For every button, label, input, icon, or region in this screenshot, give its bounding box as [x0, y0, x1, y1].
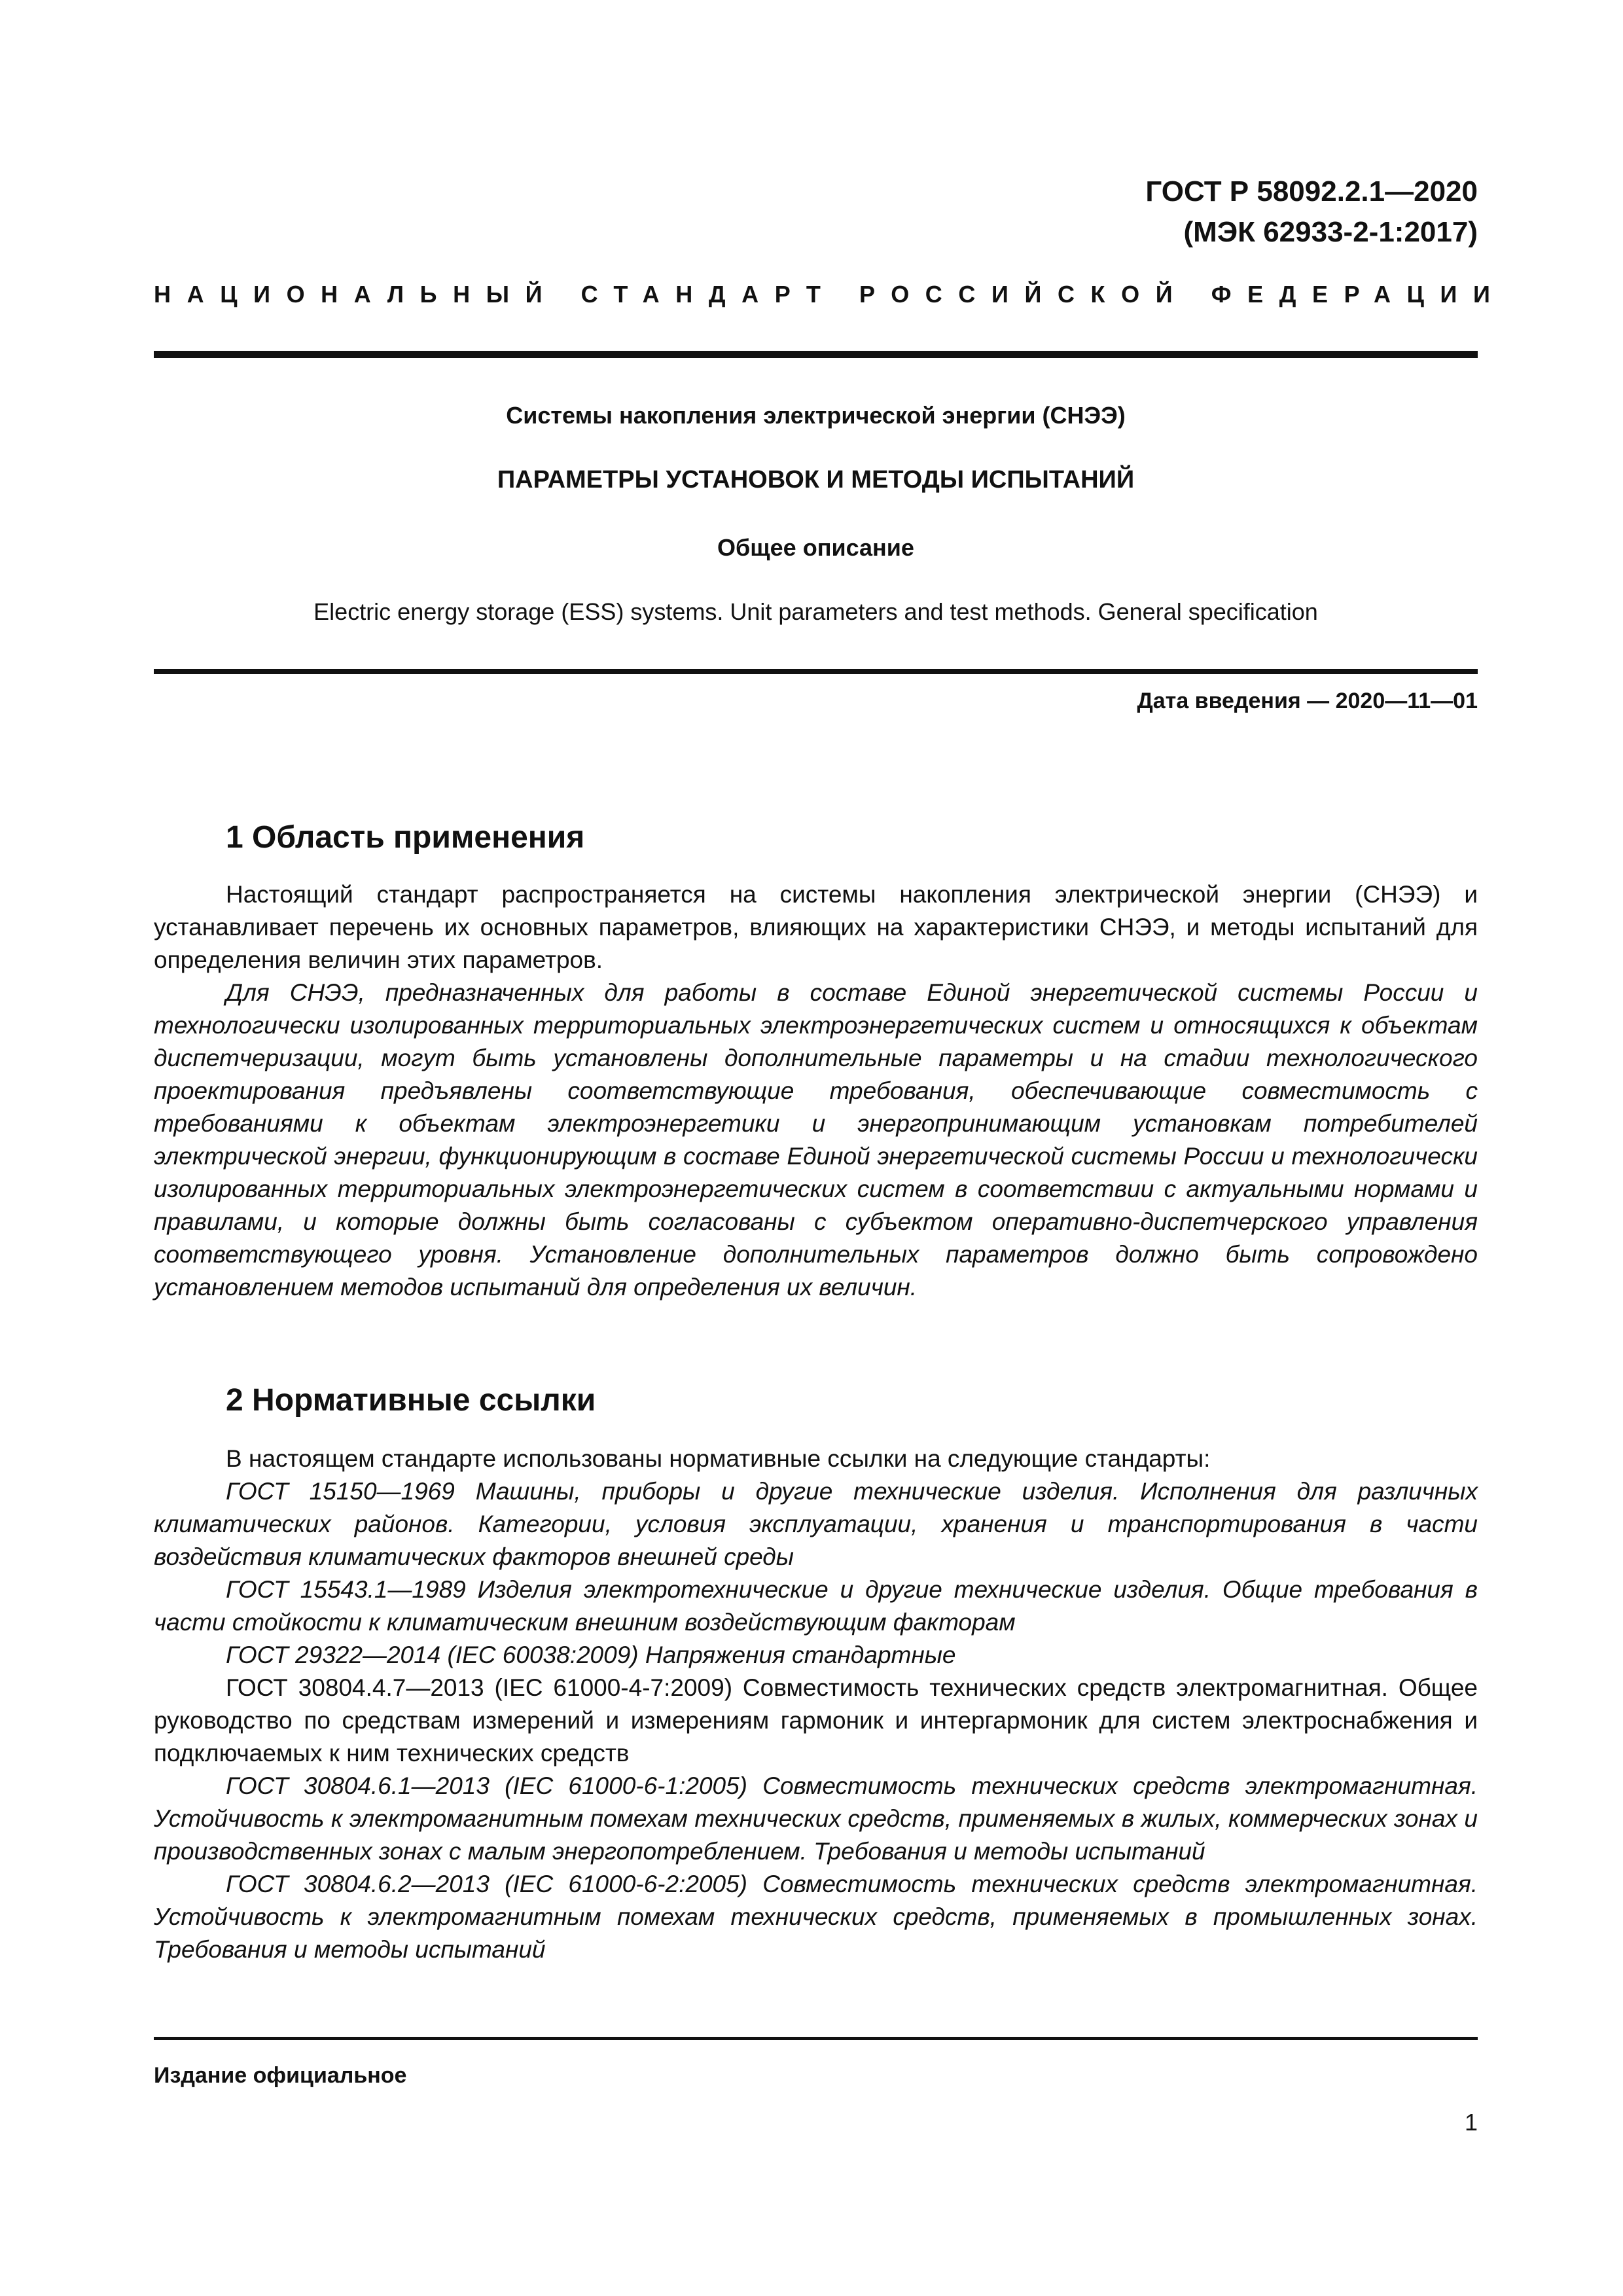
national-standard-label: НАЦИОНАЛЬНЫЙ СТАНДАРТ РОССИЙСКОЙ ФЕДЕРАЦИИ — [154, 281, 1507, 308]
standard-designation-block — [1145, 171, 1478, 253]
normative-reference: ГОСТ 15150—1969 Машины, приборы и другие технические изделия. Исполнения для различных климатических районов. Категории, условия эксплуатации, хранения и транспортирования в части воздействия климатических факторов внешней среды — [154, 1478, 1478, 1570]
header-divider — [154, 351, 1478, 358]
section-1-body — [154, 878, 1478, 1304]
standard-designation: ГОСТ Р 58092.2.1—2020 — [1145, 175, 1478, 207]
title-line-1: Системы накопления электрической энергии (СНЭЭ) — [506, 402, 1126, 429]
english-title: Electric energy storage (ESS) systems. Unit parameters and test methods. General specification — [313, 598, 1318, 625]
section-2-heading: 2 Нормативные ссылки — [226, 1383, 596, 1418]
footer-divider — [154, 2037, 1478, 2040]
normative-reference: ГОСТ 15543.1—1989 Изделия электротехнические и другие технические изделия. Общие требования в части стойкости к климатическим внешним воздействующим факторам — [154, 1576, 1478, 1636]
normative-reference: ГОСТ 30804.6.1—2013 (IEC 61000-6-1:2005) Совместимость технических средств электромагнитная. Устойчивость к электромагнитным помехам технических средств, применяемых в жилых, коммерческих зонах и производственных зонах с малым энергопотреблением. Требования и методы испытаний — [154, 1772, 1478, 1865]
section-2-body — [154, 1443, 1478, 1966]
iec-reference: (МЭК 62933-2-1:2017) — [1183, 216, 1478, 248]
section-2-intro: В настоящем стандарте использованы нормативные ссылки на следующие стандарты: — [226, 1445, 1211, 1472]
title-line-2: ПАРАМЕТРЫ УСТАНОВОК И МЕТОДЫ ИСПЫТАНИЙ — [497, 466, 1135, 493]
normative-reference: ГОСТ 30804.4.7—2013 (IEC 61000-4-7:2009) Совместимость технических средств электромагнитная. Общее руководство по средствам измерений и измерениям гармоник и интергармоник для систем электроснабжения и подключаемых к ним технических средств — [154, 1674, 1478, 1767]
introduction-date: Дата введения — 2020—11—01 — [1137, 689, 1478, 713]
official-edition-label: Издание официальное — [154, 2063, 407, 2088]
title-line-3: Общее описание — [717, 534, 914, 561]
normative-reference: ГОСТ 30804.6.2—2013 (IEC 61000-6-2:2005) Совместимость технических средств электромагнитная. Устойчивость к электромагнитным помехам технических средств, применяемых в промышленных зонах. Требования и методы испытаний — [154, 1871, 1478, 1963]
normative-reference: ГОСТ 29322—2014 (IEC 60038:2009) Напряжения стандартные — [226, 1641, 956, 1668]
section-1-paragraph: Для СНЭЭ, предназначенных для работы в составе Единой энергетической системы России и технологически изолированных территориальных электроэнергетических систем и относящихся к объектам диспетчеризации, могут быть установлены дополнительные параметры и на стадии технологического проектирования предъявлены соответствующие требования, обеспечивающие совместимость с требованиями к объектам электроэнергетики и энергопринимающим установкам потребителей электрической энергии, функционирующим в составе Единой энергетической системы России и технологически изолированных территориальных электроэнергетических систем в соответствии с актуальными нормами и правилами, и которые должны быть согласованы с субъектом оперативно-диспетчерского управления соответствующего уровня. Установление дополнительных параметров должно быть сопровождено установлением методов испытаний для определения их величин. — [154, 979, 1478, 1300]
section-1-paragraph: Настоящий стандарт распространяется на системы накопления электрической энергии (СНЭЭ) и устанавливает перечень их основных параметров, влияющих на характеристики СНЭЭ, и методы испытаний для определения величин этих параметров. — [154, 881, 1478, 973]
title-divider — [154, 669, 1478, 674]
section-1-heading: 1 Область применения — [226, 820, 585, 855]
page-number: 1 — [1464, 2109, 1478, 2136]
